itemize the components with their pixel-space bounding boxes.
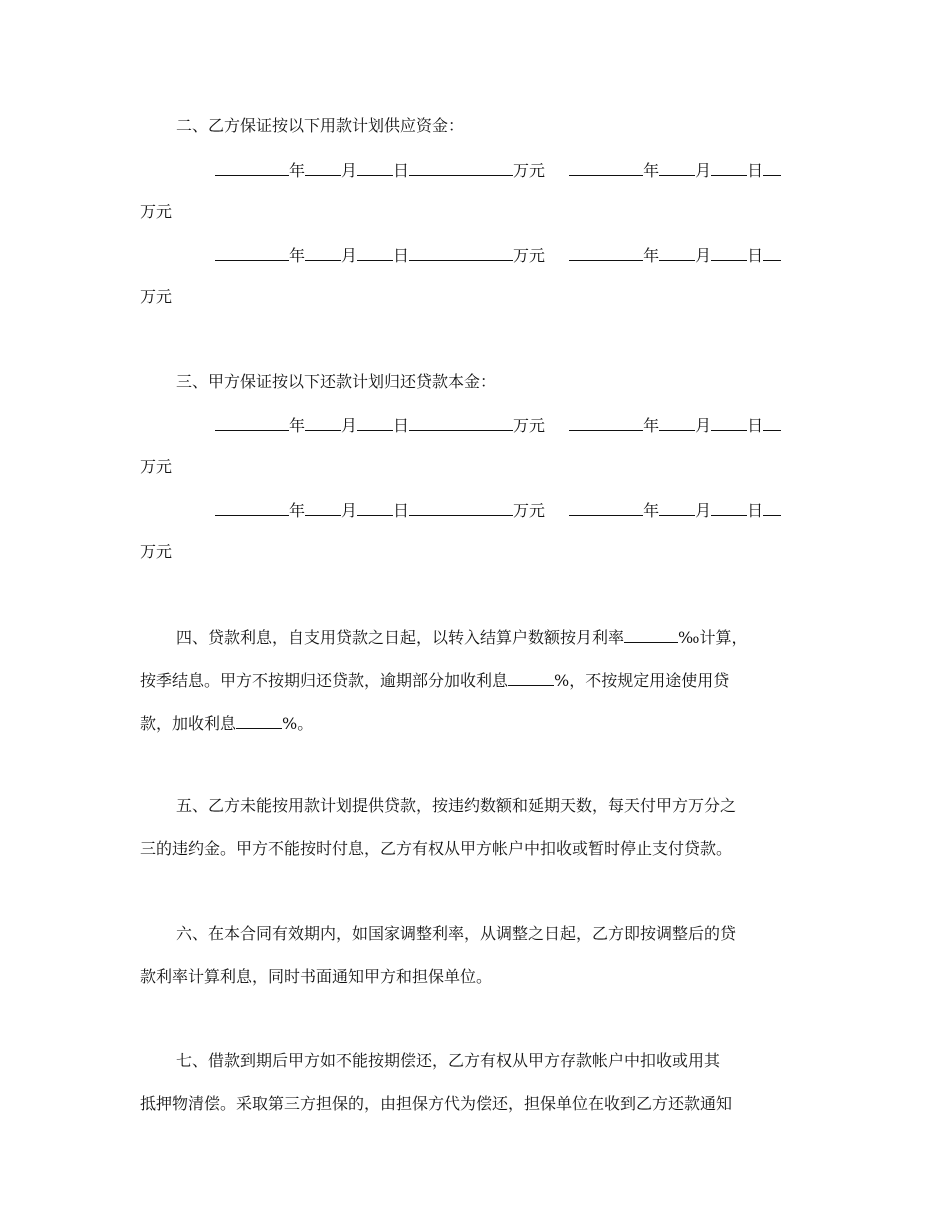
section7-line-1: 七、借款到期后甲方如不能按期偿还，乙方有权从甲方存款帐户中扣收或用其 (176, 1051, 721, 1070)
amount-blank (409, 159, 513, 176)
day-blank (357, 244, 393, 261)
day-label: 日 (393, 416, 410, 435)
year-label: 年 (289, 416, 306, 435)
section3-unit-wrap-1: 万元 (140, 457, 173, 476)
monthly-rate-blank (624, 626, 678, 643)
section7-line-2: 抵押物清偿。采取第三方担保的，由担保方代为偿还，担保单位在收到乙方还款通知 (140, 1094, 733, 1113)
day-label: 日 (747, 501, 764, 520)
day-blank (711, 499, 747, 516)
section2-title: 二、乙方保证按以下用款计划供应资金： (176, 116, 465, 135)
day-blank (711, 244, 747, 261)
day-blank (357, 414, 393, 431)
year-blank (569, 244, 643, 261)
year-blank (569, 499, 643, 516)
year-blank (569, 159, 643, 176)
section4-line-1 (176, 626, 748, 648)
year-blank (215, 244, 289, 261)
month-label: 月 (695, 501, 712, 520)
amount-blank (409, 244, 513, 261)
day-label: 日 (747, 161, 764, 180)
misuse-rate-blank (236, 712, 282, 729)
month-blank (305, 414, 341, 431)
amount-blank (763, 414, 781, 431)
section3-plan-row-1 (215, 414, 781, 436)
month-blank (659, 159, 695, 176)
month-label: 月 (341, 416, 358, 435)
day-blank (711, 414, 747, 431)
year-label: 年 (289, 246, 306, 265)
amount-blank (409, 414, 513, 431)
section3-unit-wrap-2: 万元 (140, 542, 173, 561)
year-blank (215, 159, 289, 176)
day-blank (357, 159, 393, 176)
year-label: 年 (643, 416, 660, 435)
month-blank (659, 414, 695, 431)
section4-text-2a: 按季结息。甲方不按期归还贷款，逾期部分加收利息 (140, 671, 509, 690)
day-label: 日 (393, 161, 410, 180)
section4-text-1b: ‰计算， (678, 628, 748, 647)
month-label: 月 (341, 501, 358, 520)
month-blank (659, 499, 695, 516)
amount-blank (763, 499, 781, 516)
month-blank (305, 159, 341, 176)
section4-line-2 (140, 669, 729, 691)
day-label: 日 (747, 246, 764, 265)
year-label: 年 (643, 246, 660, 265)
year-label: 年 (643, 161, 660, 180)
section4-text-3a: 款，加收利息 (140, 714, 237, 733)
year-label: 年 (289, 501, 306, 520)
month-label: 月 (341, 161, 358, 180)
section3-title: 三、甲方保证按以下还款计划归还贷款本金： (176, 372, 497, 391)
section3-plan-row-2 (215, 499, 781, 521)
day-label: 日 (393, 246, 410, 265)
amount-blank (763, 244, 781, 261)
day-blank (357, 499, 393, 516)
section4-text-1a: 四、贷款利息，自支用贷款之日起，以转入结算户数额按月利率 (176, 628, 625, 647)
month-blank (305, 244, 341, 261)
section6-line-1: 六、在本合同有效期内，如国家调整利率，从调整之日起，乙方即按调整后的贷 (176, 924, 737, 943)
section5-line-1: 五、乙方未能按用款计划提供贷款，按违约数额和延期天数，每天付甲方万分之 (176, 796, 737, 815)
month-label: 月 (695, 416, 712, 435)
section4-text-2b: %，不按规定用途使用贷 (554, 671, 730, 690)
unit-label: 万元 (513, 246, 546, 265)
month-label: 月 (695, 161, 712, 180)
section6-line-2: 款利率计算利息，同时书面通知甲方和担保单位。 (140, 967, 493, 986)
month-blank (659, 244, 695, 261)
year-blank (215, 414, 289, 431)
day-label: 日 (393, 501, 410, 520)
section4-text-3b: %。 (282, 714, 314, 733)
section2-unit-wrap-2: 万元 (140, 287, 173, 306)
unit-label: 万元 (513, 416, 546, 435)
unit-label: 万元 (513, 501, 546, 520)
amount-blank (763, 159, 781, 176)
day-blank (711, 159, 747, 176)
month-blank (305, 499, 341, 516)
year-label: 年 (289, 161, 306, 180)
section2-plan-row-1 (215, 159, 781, 181)
unit-label: 万元 (513, 161, 546, 180)
year-blank (569, 414, 643, 431)
year-label: 年 (643, 501, 660, 520)
month-label: 月 (341, 246, 358, 265)
year-blank (215, 499, 289, 516)
section5-line-2: 三的违约金。甲方不能按时付息，乙方有权从甲方帐户中扣收或暂时停止支付贷款。 (140, 839, 733, 858)
amount-blank (409, 499, 513, 516)
section2-unit-wrap-1: 万元 (140, 202, 173, 221)
overdue-rate-blank (508, 669, 554, 686)
section2-plan-row-2 (215, 244, 781, 266)
month-label: 月 (695, 246, 712, 265)
day-label: 日 (747, 416, 764, 435)
section4-line-3 (140, 712, 313, 734)
